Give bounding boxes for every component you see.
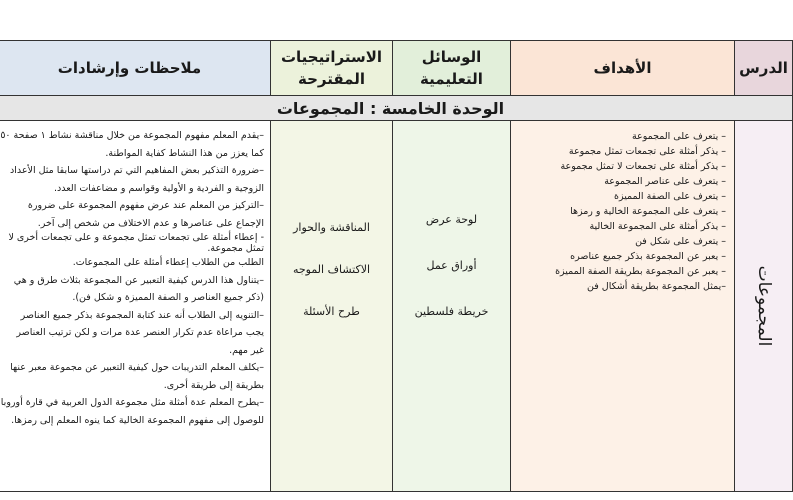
note-line: الإجماع على عناصرها و عدم الاختلاف من شخص إلى آخر. [37, 217, 264, 229]
header-row [0, 41, 793, 96]
goal-item: – يتعرف على شكل فن [635, 236, 726, 247]
media-item: أوراق عمل [426, 259, 477, 272]
media-list [393, 121, 510, 351]
header-goals: الأهداف [511, 41, 735, 96]
note-line: للوصول إلى مفهوم المجموعة الخالية كما ينوه المعلم إلى رمزها. [11, 414, 264, 426]
goal-item: – يعبر عن المجموعة بطريقة الصفة المميزة [555, 266, 726, 277]
media-cell [393, 121, 511, 492]
goal-item: – يتعرف على عناصر المجموعة [604, 176, 726, 187]
strategy-item: طرح الأسئلة [303, 305, 360, 318]
goal-item: – يعبر عن المجموعة بذكر جميع عناصره [570, 251, 726, 262]
goal-item: – يتعرف على الصفة المميزة [613, 191, 726, 202]
header-media-line2: التعليمية [420, 70, 483, 88]
lesson-cell [735, 121, 793, 492]
goal-item: – يتعرف على المجموعة [631, 131, 726, 142]
unit-title: الوحدة الخامسة : المجموعات [0, 96, 793, 121]
header-strategies-line1: الاستراتيجيات [280, 48, 383, 66]
strategy-item: الاكتشاف الموجه [292, 263, 371, 276]
note-line: –ضرورة التذكير بعض المفاهيم التي تم دراستها سابقا مثل الأعداد [10, 165, 264, 176]
media-item: لوحة عرض [425, 213, 478, 226]
header-media [393, 41, 511, 96]
note-line: –يتناول هذا الدرس كيفية التعبير عن المجموعة بثلاث طرق و هي [13, 274, 264, 286]
goal-item: – يذكر أمثلة على المجموعة الخالية [589, 221, 726, 232]
note-line: (ذكر جميع العناصر و الصفة المميزة و شكل فن). [72, 292, 264, 303]
header-strategies-line2: المقترحة [298, 70, 365, 88]
unit-row [0, 96, 793, 121]
note-line: –التنويه إلى الطلاب أنه عند كتابة المجموعة بذكر جميع العناصر [20, 309, 264, 321]
strategies-list [271, 121, 392, 347]
note-line: –التركيز من المعلم عند عرض مفهوم المجموعة على ضرورة [27, 200, 264, 211]
note-line: تمثل مجموعة. [207, 243, 264, 254]
note-line: الطلب من الطلاب إعطاء أمثلة على المجموعات. [72, 257, 264, 268]
goal-item: – يذكر أمثلة على تجمعات تمثل مجموعة [568, 146, 726, 157]
header-strategies [271, 41, 393, 96]
note-line: –يكلف المعلم التدريبات حول كيفية التعبير عن مجموعة معبر عنها [10, 362, 264, 373]
strategies-cell [271, 121, 393, 492]
note-line: –يطرح المعلم عدة أمثلة مثل مجموعة الدول العربية في قارة أوروبا [0, 397, 264, 408]
note-line: الزوجية و الفردية و الأولية وقواسم و مضاعفات العدد. [53, 182, 264, 194]
goal-item: – يذكر أمثلة على تجمعات لا تمثل مجموعة [560, 161, 726, 172]
header-media-line1: الوسائل [421, 48, 482, 66]
note-line: يجب مراعاة عدم تكرار العنصر عدة مرات و لكن ترتيب العناصر [16, 327, 264, 338]
goal-item: – يتعرف على المجموعة الخالية و رمزها [570, 206, 726, 217]
notes-list [0, 121, 270, 429]
lesson-plan-table [0, 40, 793, 492]
note-line: كما يعزز من هذا النشاط كفاية المواطنة. [105, 147, 264, 159]
strategy-item: المناقشة والحوار [293, 221, 370, 234]
goals-list [511, 121, 734, 294]
media-item: خريطة فلسطين [414, 305, 489, 318]
goals-cell [511, 121, 735, 492]
content-row [0, 121, 793, 492]
header-notes: ملاحظات وإرشادات [0, 41, 271, 96]
goal-item: –يمثل المجموعة بطريقة أشكال فن [587, 281, 726, 292]
notes-cell [0, 121, 271, 492]
note-line: بطريقة إلى طريقة أخرى. [163, 379, 264, 391]
lesson-name: المجموعات [753, 265, 774, 347]
note-line: غير مهم. [229, 344, 264, 356]
note-line: - إعطاء أمثلة على تجمعات تمثل مجموعة و على تجمعات أخرى لا [8, 232, 264, 243]
header-lesson: الدرس [735, 41, 793, 96]
note-line: –يقدم المعلم مفهوم المجموعة من خلال مناقشة نشاط ١ صفحة ٥٠ [0, 130, 264, 141]
